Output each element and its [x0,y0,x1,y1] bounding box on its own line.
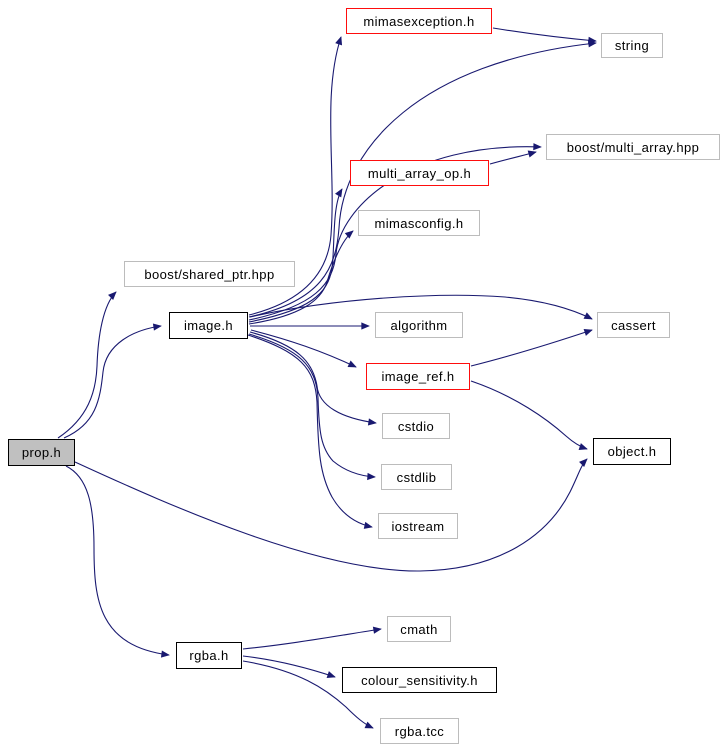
edge-prop.h-includes-object.h [75,459,587,571]
node-rgba.tcc: rgba.tcc [380,718,459,744]
node-rgba.h[interactable]: rgba.h [176,642,242,669]
node-mimasconfig.h: mimasconfig.h [358,210,480,236]
edge-rgba.h-includes-colour-sensitivity.h [243,656,335,677]
node-mimasexception.h[interactable]: mimasexception.h [346,8,492,34]
node-cstdlib: cstdlib [381,464,452,490]
edge-image.h-includes-multi-array-op.h [249,189,342,322]
node-boost-shared-ptr.hpp: boost/shared_ptr.hpp [124,261,295,287]
node-cstdio: cstdio [382,413,450,439]
node-iostream: iostream [378,513,458,539]
node-object.h[interactable]: object.h [593,438,671,465]
node-prop.h: prop.h [8,439,75,466]
node-cmath: cmath [387,616,451,642]
node-multi-array-op.h[interactable]: multi_array_op.h [350,160,489,186]
edge-prop.h-includes-boost-shared-ptr.hpp [58,292,116,438]
node-string: string [601,33,663,58]
edge-image-ref.h-includes-object.h [471,381,587,449]
node-cassert: cassert [597,312,670,338]
node-colour-sensitivity.h[interactable]: colour_sensitivity.h [342,667,497,693]
edge-image-ref.h-includes-cassert [471,330,592,366]
node-image-ref.h[interactable]: image_ref.h [366,363,470,390]
edge-image.h-includes-cstdlib [249,334,375,477]
edge-prop.h-includes-image.h [64,326,161,438]
node-boost-multi-array.hpp: boost/multi_array.hpp [546,134,720,160]
edge-mimasexception.h-includes-string [493,28,596,41]
edge-multi-array-op.h-includes-boost-multi-array.hpp [490,152,536,164]
edge-image.h-includes-cstdio [250,332,376,423]
edge-image.h-includes-iostream [248,335,372,527]
edge-prop.h-includes-rgba.h [66,466,169,655]
edge-rgba.h-includes-cmath [243,629,381,649]
node-image.h[interactable]: image.h [169,312,248,339]
node-algorithm: algorithm [375,312,463,338]
